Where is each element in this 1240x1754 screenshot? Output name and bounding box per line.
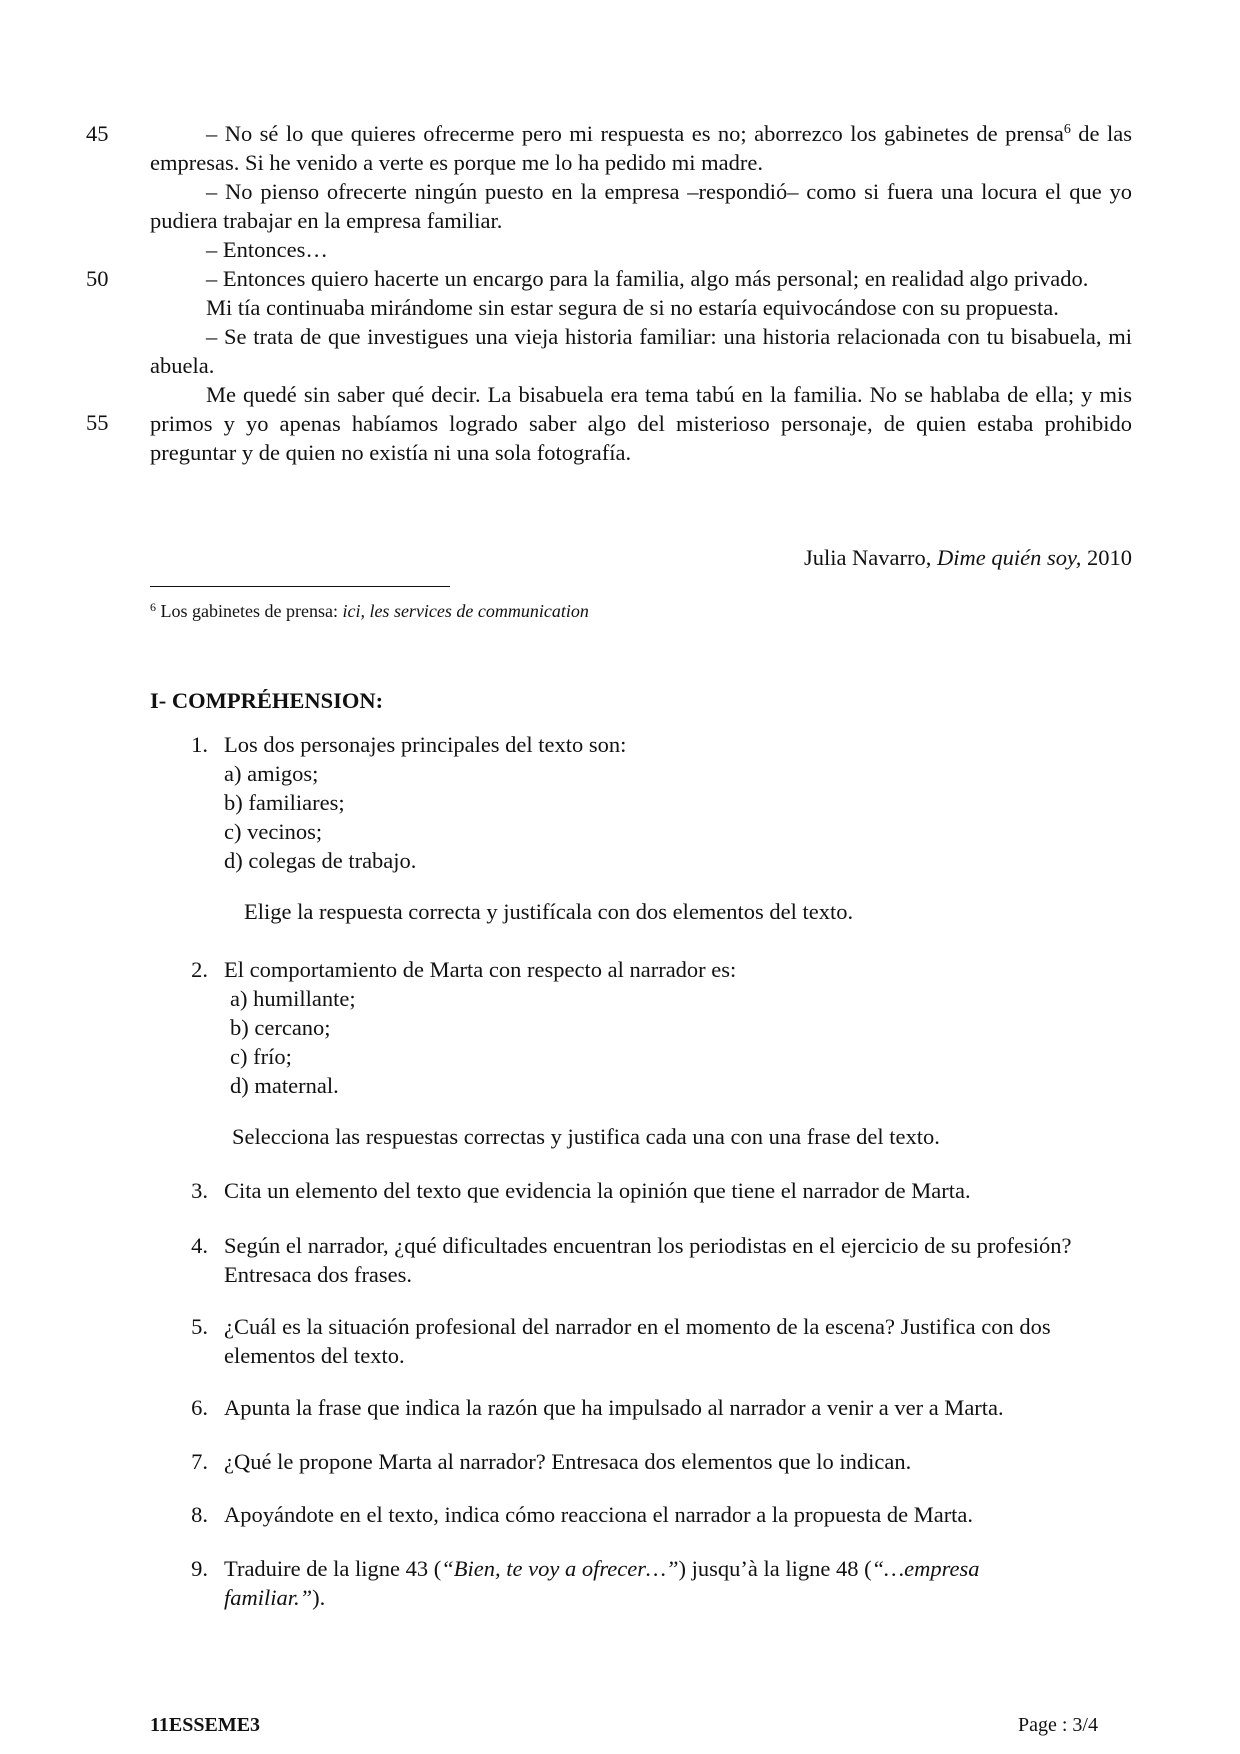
passage-paragraph-3: – Entonces… — [206, 237, 328, 262]
line-number-50: 50 — [86, 266, 109, 291]
source-title: Dime quién soy, — [937, 545, 1082, 570]
passage-paragraph-2: – No pienso ofrecerte ningún puesto en la empresa –respondió– como si fuera una locura el que yo pudiera trabajar en la empresa familiar. — [150, 179, 1132, 233]
passage-paragraph-7: Me quedé sin saber qué decir. La bisabuela era tema tabú en la familia. No se hablaba de ella; y mis primos y yo apenas habíamos logrado saber algo del misterioso personaje, de quien estaba prohibido preguntar y de quien no existía ni una sola fotografía. — [150, 382, 1132, 465]
question-9: 9. Traduire de la ligne 43 (“Bien, te voy a ofrecer…”) jusqu’à la ligne 48 (“…empresa familiar.”). — [191, 1556, 980, 1610]
source-citation: Julia Navarro, Dime quién soy, 2010 — [803, 545, 1132, 570]
passage-paragraph-1: – No sé lo que quieres ofrecerme pero mi respuesta es no; aborrezco los gabinetes de prensa$^6$ de las empresas. Si he venido a verte es porque me lo ha pedido mi madre. — [150, 121, 1132, 175]
section-heading: I- COMPRÉHENSION: — [150, 688, 384, 713]
q1-option-c: c) vecinos; — [224, 819, 323, 844]
q1-option-b: b) familiares; — [224, 790, 345, 815]
question-7: 7. ¿Qué le propone Marta al narrador? Entresaca dos elementos que lo indican. — [191, 1449, 912, 1474]
question-6: 6. Apunta la frase que indica la razón que ha impulsado al narrador a venir a ver a Marta. — [191, 1395, 1004, 1420]
q2-instruction: Selecciona las respuestas correctas y justifica cada una con una frase del texto. — [232, 1124, 940, 1149]
q2-option-b: b) cercano; — [230, 1015, 331, 1040]
footnote-ref: 6 — [1063, 122, 1071, 137]
question-2: 2. El comportamiento de Marta con respecto al narrador es: a) humillante; b) cercano; c) frío; d) maternal. — [150, 955, 1130, 1100]
line-number-55: 55 — [86, 410, 109, 435]
q2-option-c: c) frío; — [230, 1044, 292, 1069]
q1-instruction: Elige la respuesta correcta y justifícala con dos elementos del texto. — [244, 899, 854, 924]
footnote-divider — [150, 586, 450, 587]
question-1: 1. Los dos personajes principales del texto son: a) amigos; b) familiares; c) vecinos; d) colegas de trabajo. — [150, 730, 1130, 875]
page-number: Page : 3/4 — [1018, 1714, 1098, 1736]
question-4: 4. Según el narrador, ¿qué dificultades encuentran los periodistas en el ejercicio de su profesión? Entresaca dos frases. — [191, 1233, 1072, 1287]
question-3: 3. Cita un elemento del texto que evidencia la opinión que tiene el narrador de Marta. — [191, 1178, 971, 1203]
q1-option-a: a) amigos; — [224, 761, 319, 786]
footnote: $^6$ Los gabinetes de prensa: ici, les services de communication — [150, 600, 589, 621]
exam-code: 11ESSEME3 — [150, 1714, 261, 1736]
passage-paragraph-5: Mi tía continuaba mirándome sin estar segura de si no estaría equivocándose con su propuesta. — [206, 295, 1059, 320]
q1-option-d: d) colegas de trabajo. — [224, 848, 417, 873]
q2-option-a: a) humillante; — [230, 986, 356, 1011]
q2-option-d: d) maternal. — [230, 1073, 339, 1098]
question-8: 8. Apoyándote en el texto, indica cómo reacciona el narrador a la propuesta de Marta. — [191, 1502, 974, 1527]
passage — [150, 119, 1132, 467]
question-5: 5. ¿Cuál es la situación profesional del narrador en el momento de la escena? Justifica con dos elementos del texto. — [191, 1314, 1051, 1368]
line-number-45: 45 — [86, 121, 109, 146]
passage-paragraph-6: – Se trata de que investigues una vieja historia familiar: una historia relacionada con tu bisabuela, mi abuela. — [150, 324, 1132, 378]
passage-paragraph-4: – Entonces quiero hacerte un encargo para la familia, algo más personal; en realidad algo privado. — [206, 266, 1089, 291]
